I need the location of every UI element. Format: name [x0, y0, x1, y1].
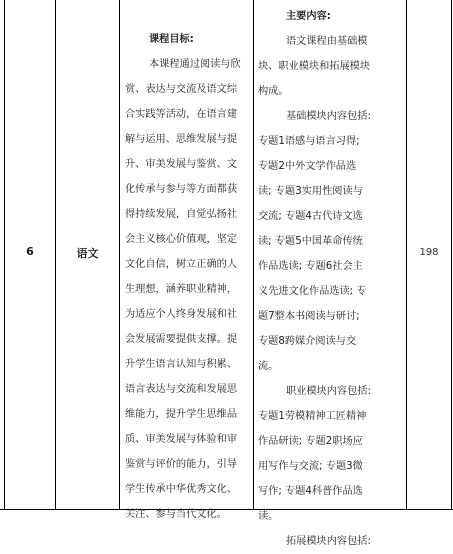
objectives-line: 合实践等活动，在语言建: [125, 109, 238, 120]
content-heading: 主要内容:: [286, 11, 331, 22]
objectives-line: 升、审美发展与鉴赏、文: [125, 159, 238, 170]
content-line: 专题8跨媒介阅读与交: [258, 336, 357, 347]
content-line: 构成。: [258, 86, 289, 97]
objectives-line: 解与运用、思维发展与提: [125, 134, 238, 145]
objectives-line: 文化自信，树立正确的人: [125, 259, 238, 270]
objectives-line: 升学生语言认知与积累、: [125, 359, 238, 370]
objectives-heading: 课程目标:: [149, 34, 194, 45]
content-line: 用写作与交流; 专题3微: [258, 461, 363, 472]
course-objectives: [125, 27, 249, 527]
course-hours: 198: [419, 247, 439, 258]
objectives-line: 维能力，提升学生思维品: [125, 409, 238, 420]
column-divider: [253, 0, 254, 510]
content-line: 写作; 专题4科普作品选: [258, 486, 363, 497]
content-line: 题7整本书阅读与研讨;: [258, 311, 360, 322]
content-line: 专题1语感与语言习得;: [258, 136, 360, 147]
objectives-line: 本课程通过阅读与欣: [149, 59, 241, 70]
content-line: 读; 专题3实用性阅读与: [258, 186, 363, 197]
content-line: 义先进文化作品选读; 专: [258, 286, 367, 297]
content-line: 交流; 专题4古代诗文选: [258, 211, 363, 222]
row-number: 6: [26, 245, 34, 258]
content-line: 语文课程由基础模: [286, 36, 368, 47]
content-line: 拓展模块内容包括:: [286, 536, 371, 547]
objectives-line: 赏、表达与交流及语文综: [125, 84, 238, 95]
objectives-line: 化传承与参与等方面都获: [125, 184, 238, 195]
column-divider: [406, 0, 407, 510]
objectives-line: 生理想，涵养职业精神，: [125, 284, 238, 295]
content-line: 专题1劳模精神工匠精神: [258, 411, 367, 422]
content-line: 基础模块内容包括:: [286, 111, 371, 122]
objectives-line: 语言表达与交流和发展思: [125, 384, 238, 395]
content-line: 块、职业模块和拓展模块: [258, 61, 371, 72]
content-line: 流。: [258, 361, 279, 372]
content-line: 专题2中外文学作品选: [258, 161, 357, 172]
objectives-line: 会发展需要提供支撑。提: [125, 334, 238, 345]
objectives-line: 学生传承中华优秀文化、: [125, 484, 238, 495]
content-line: 职业模块内容包括:: [286, 386, 371, 397]
course-name: 语文: [76, 247, 99, 260]
table-border-right: [451, 0, 452, 510]
objectives-line: 关注、参与当代文化。: [125, 509, 227, 520]
objectives-line: 质、审美发展与体验和审: [125, 434, 238, 445]
objectives-line: 得持续发展，自觉弘扬社: [125, 209, 238, 220]
objectives-line: 会主义核心价值观，坚定: [125, 234, 238, 245]
content-line: 读; 专题5中国革命传统: [258, 236, 363, 247]
content-line: 作品研读; 专题2职场应: [258, 436, 363, 447]
content-line: 读。: [258, 511, 279, 522]
column-divider: [119, 0, 120, 510]
main-content: [258, 4, 404, 554]
objectives-line: 鉴赏与评价的能力，引导: [125, 459, 238, 470]
objectives-line: 为适应个人终身发展和社: [125, 309, 238, 320]
content-line: 作品选读; 专题6社会主: [258, 261, 363, 272]
